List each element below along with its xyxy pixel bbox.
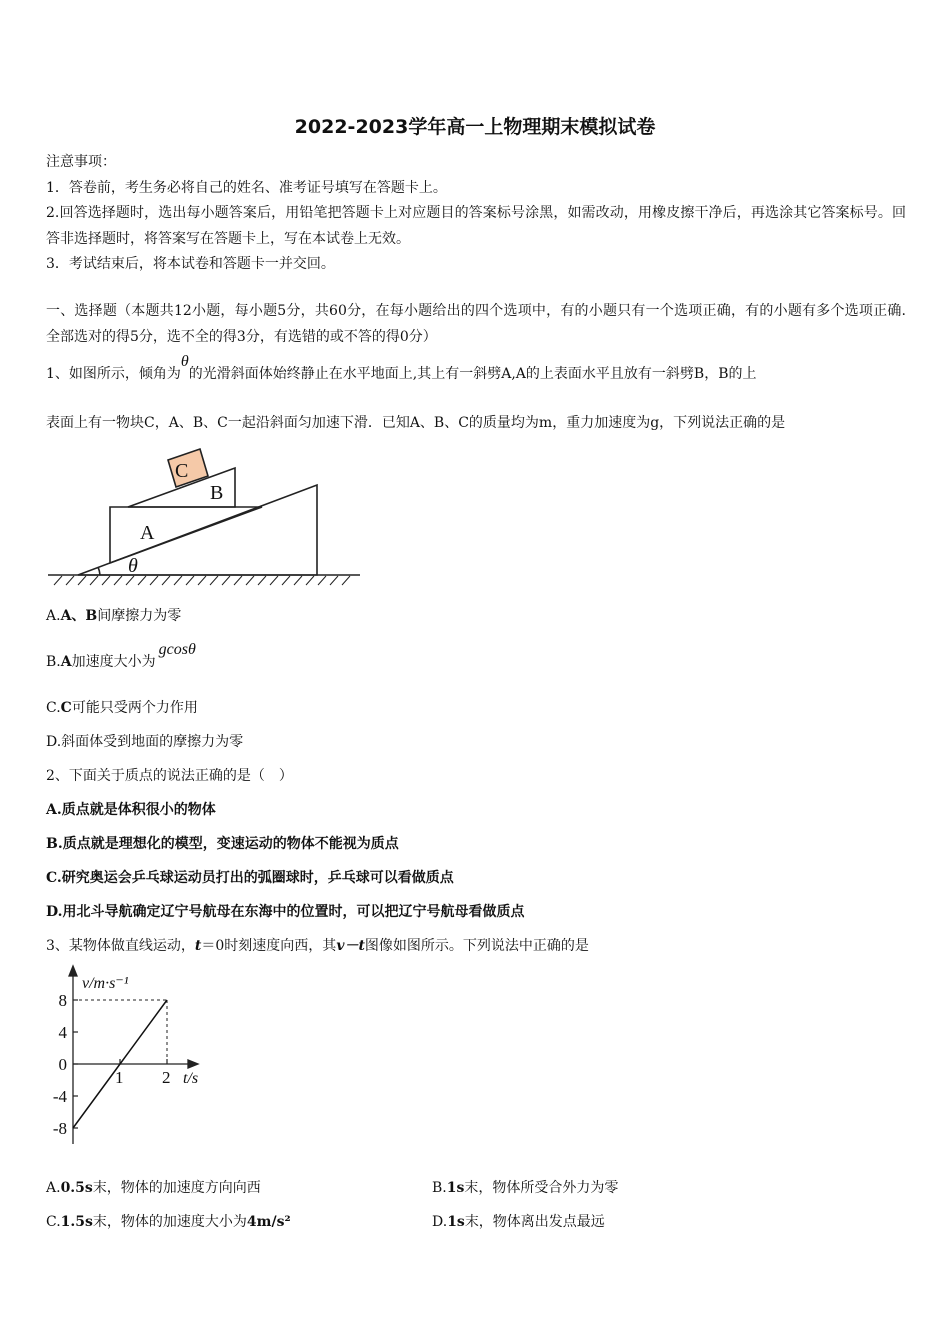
notice-item-1: 1．答卷前，考生务必将自己的姓名、准考证号填写在答题卡上。	[46, 180, 447, 196]
q1-option-a-prefix: A.	[46, 608, 61, 624]
q1-label-a: A	[140, 522, 155, 544]
q1-option-c-bold: C	[60, 700, 72, 716]
q1-option-d	[46, 732, 906, 752]
q2-stem: 2、下面关于质点的说法正确的是（ ）	[46, 768, 293, 784]
y-tick-label: 8	[58, 991, 67, 1010]
y-tick-label: 4	[58, 1023, 67, 1042]
q1-option-b-formula: gcosθ	[158, 641, 196, 658]
q1-option-a-text: 间摩擦力为零	[97, 608, 182, 624]
q2-option-d: D.用北斗导航确定辽宁号航母在东海中的位置时，可以把辽宁号航母看做质点	[46, 904, 525, 920]
q1-option-b-text: 加速度大小为	[71, 654, 156, 670]
q1-stem-line1	[46, 353, 906, 384]
q3-xlabel: t/s	[183, 1070, 199, 1087]
q1-option-b-prefix: B.	[46, 654, 61, 670]
x-tick-label: 2	[162, 1068, 171, 1087]
x-tick-label: 1	[115, 1068, 124, 1087]
q1-stem-line2: 表面上有一物块C，A、B、C一起沿斜面匀加速下滑．已知A、B、C的质量均为m，重力加速度为g，下列说法正确的是	[46, 415, 786, 431]
q1-option-d-text: 斜面体受到地面的摩擦力为零	[61, 734, 244, 750]
q3-option-a	[46, 1178, 261, 1198]
q1-incline-figure	[40, 440, 370, 590]
section-heading: 一、选择题（本题共12小题，每小题5分，共60分，在每小题给出的四个选项中，有的小题只有一个选项正确，有的小题有多个选项正确.全部选对的得5分，选不全的得3分，有选错的或不答的得0分）	[46, 303, 906, 345]
q2-option-b: B.质点就是理想化的模型，变速运动的物体不能视为质点	[46, 836, 399, 852]
q1-option-b-bold: A	[60, 654, 72, 670]
q3-option-c-bold2: 4m/s²	[246, 1214, 291, 1230]
notice-heading: 注意事项：	[46, 154, 116, 170]
q3-option-c	[46, 1212, 291, 1232]
q1-option-c-text: 可能只受两个力作用	[71, 700, 198, 716]
q3-option-d	[432, 1212, 605, 1232]
q1-option-a	[46, 606, 906, 626]
q1-option-c	[46, 698, 906, 718]
q3-option-d-text: 末，物体离出发点最远	[464, 1214, 605, 1230]
q3-option-b-text: 末，物体所受合外力为零	[464, 1180, 619, 1196]
x-axis-arrow	[188, 1060, 198, 1068]
q1-label-theta: θ	[128, 555, 138, 577]
q1-label-b: B	[210, 482, 224, 504]
q3-stem	[46, 936, 906, 956]
page-title: 2022-2023学年高一上物理期末模拟试卷	[294, 116, 656, 138]
q3-vt-graph	[40, 962, 240, 1152]
q3-option-c-text: 末，物体的加速度大小为	[92, 1214, 247, 1230]
q3-option-b-bold: 1s	[446, 1180, 465, 1196]
y-tick-label: -4	[52, 1087, 67, 1106]
notice-item-3: 3．考试结束后，将本试卷和答题卡一并交回。	[46, 256, 335, 272]
q1-stem-b: 的光滑斜面体始终静止在水平地面上,其上有一斜劈A,A的上表面水平且放有一斜劈B，B的上	[188, 366, 757, 382]
q3-option-a-bold: 0.5s	[60, 1180, 93, 1196]
q3-stem-a: 3、某物体做直线运动，	[46, 938, 195, 954]
q1-label-c: C	[175, 460, 189, 482]
y-tick-label: 0	[58, 1055, 67, 1074]
q3-option-a-text: 末，物体的加速度方向向西	[92, 1180, 261, 1196]
q1-option-d-prefix: D.	[46, 734, 62, 750]
q3-option-b	[432, 1178, 618, 1198]
q2-option-a: A.质点就是体积很小的物体	[46, 802, 216, 818]
q1-option-b	[46, 641, 906, 672]
q1-theta: θ	[180, 353, 189, 370]
y-tick-label: -8	[52, 1119, 67, 1138]
q1-option-c-prefix: C.	[46, 700, 61, 716]
q1-option-a-bold: A、B	[60, 608, 98, 624]
q1-stem-a: 1、如图所示，倾角为	[46, 366, 181, 382]
notice-item-2: 2.回答选择题时，选出每小题答案后，用铅笔把答题卡上对应题目的答案标号涂黑，如需改动，用橡皮擦干净后，再选涂其它答案标号。回答非选择题时，将答案写在答题卡上，写在本试卷上无效。	[46, 205, 906, 247]
q3-stem-vt: v－t	[336, 938, 365, 954]
q3-ylabel: v/m·s⁻¹	[82, 975, 129, 992]
y-axis-arrow	[69, 966, 77, 976]
q3-option-c-bold: 1.5s	[60, 1214, 93, 1230]
q3-option-b-prefix: B.	[432, 1180, 447, 1196]
q3-option-a-prefix: A.	[46, 1180, 61, 1196]
q3-option-d-prefix: D.	[432, 1214, 448, 1230]
q2-option-c: C.研究奥运会乒乓球运动员打出的弧圈球时，乒乓球可以看做质点	[46, 870, 454, 886]
q3-option-c-prefix: C.	[46, 1214, 61, 1230]
q3-stem-c: 图像如图所示。下列说法中正确的是	[364, 938, 589, 954]
q3-stem-t: t	[194, 938, 202, 954]
q3-option-d-bold: 1s	[447, 1214, 465, 1230]
q3-stem-b: ＝0时刻速度向西，其	[201, 938, 337, 954]
